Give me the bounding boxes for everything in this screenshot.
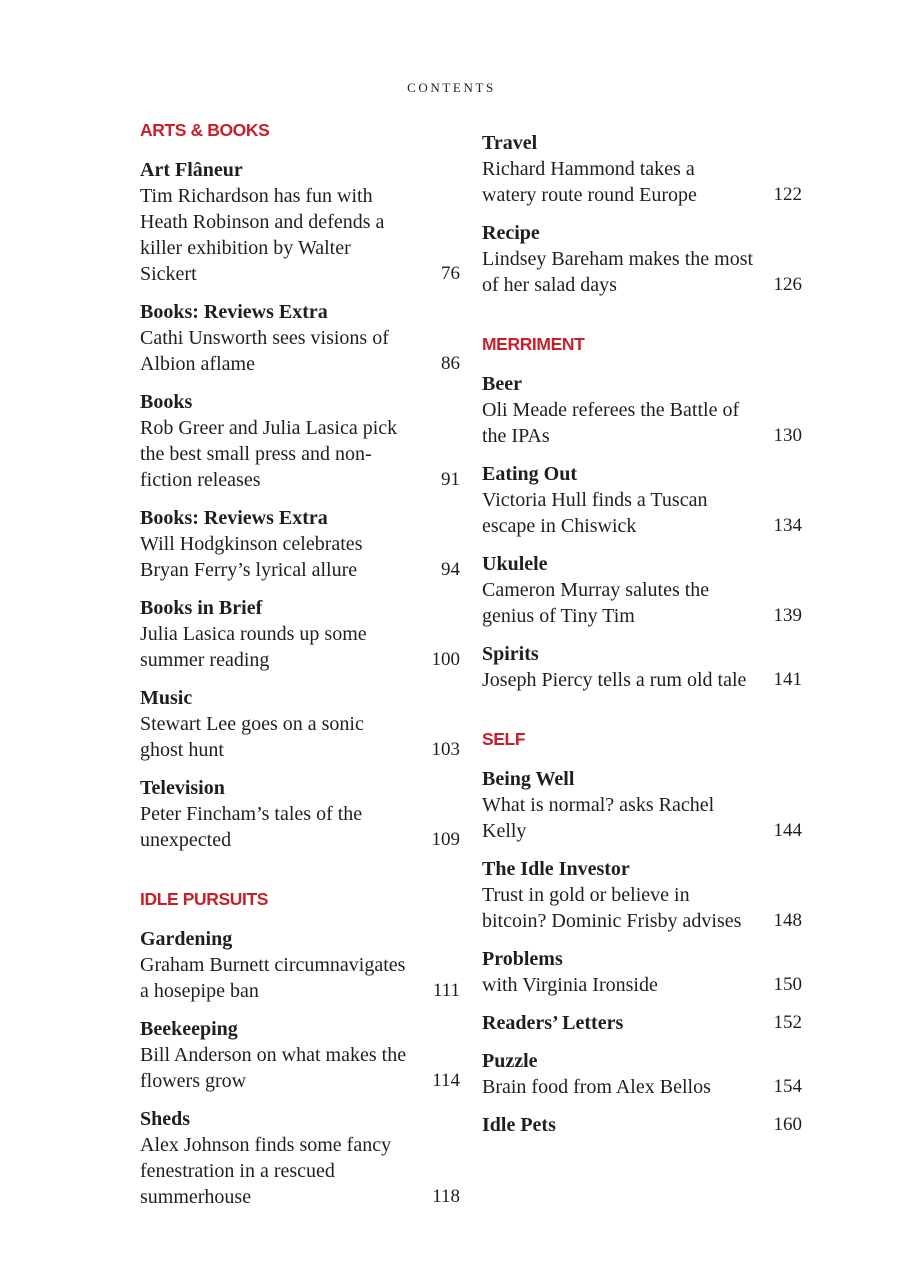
entry-page-number: 130	[773, 425, 802, 446]
toc-entry[interactable]	[140, 926, 460, 1004]
toc-entry[interactable]	[482, 371, 802, 449]
section-self	[482, 729, 802, 1138]
toc-entry[interactable]	[482, 551, 802, 629]
entry-page-number: 154	[773, 1076, 802, 1097]
entry-title: Books	[140, 391, 193, 413]
entry-page-number: 86	[441, 353, 460, 374]
entry-page-number: 148	[773, 910, 802, 931]
toc-entry[interactable]	[482, 1048, 802, 1100]
entry-page-number: 109	[431, 829, 460, 850]
entry-description: Cathi Unsworth sees visions of Albion aflame	[140, 327, 389, 375]
entry-description: Lindsey Bareham makes the most of her salad days	[482, 248, 754, 296]
entry-description: Will Hodgkinson celebrates Bryan Ferry’s lyrical allure	[140, 533, 363, 581]
entry-title: Idle Pets	[482, 1114, 556, 1136]
entry-title: The Idle Investor	[482, 858, 630, 880]
entry-description: Brain food from Alex Bellos	[482, 1076, 711, 1098]
toc-entry[interactable]	[140, 1016, 460, 1094]
section-idle-pursuits	[140, 889, 460, 1210]
entry-page-number: 144	[773, 820, 802, 841]
entry-page-number: 139	[773, 605, 802, 626]
toc-entry[interactable]	[482, 130, 802, 208]
right-column	[482, 130, 802, 1174]
entry-page-number: 91	[441, 469, 460, 490]
entry-page-number: 111	[432, 980, 460, 1001]
entry-description: Richard Hammond takes a watery route round Europe	[482, 158, 697, 206]
entry-description: Bill Anderson on what makes the flowers grow	[140, 1044, 407, 1092]
toc-entry[interactable]	[140, 157, 460, 287]
entry-title: Television	[140, 777, 225, 799]
entry-title: Being Well	[482, 768, 575, 790]
entry-title: Readers’ Letters	[482, 1012, 624, 1034]
entry-title: Books: Reviews Extra	[140, 301, 328, 323]
toc-entry[interactable]	[482, 766, 802, 844]
entry-title: Ukulele	[482, 553, 548, 575]
section-heading: ARTS & BOOKS	[140, 120, 270, 140]
toc-entry[interactable]	[140, 299, 460, 377]
entry-page-number: 114	[432, 1070, 460, 1091]
toc-entry[interactable]	[482, 1112, 802, 1138]
entry-title: Puzzle	[482, 1050, 538, 1072]
entry-title: Travel	[482, 132, 538, 154]
entry-description: Peter Fincham’s tales of the unexpected	[140, 803, 363, 851]
entry-title: Gardening	[140, 928, 233, 950]
entry-page-number: 118	[432, 1186, 460, 1207]
entry-title: Books: Reviews Extra	[140, 507, 328, 529]
entry-title: Eating Out	[482, 463, 578, 485]
left-column	[140, 120, 460, 1246]
entry-page-number: 100	[431, 649, 460, 670]
entry-description: Tim Richardson has fun with Heath Robinson and defends a killer exhibition by Walter Sickert	[140, 185, 385, 285]
section-heading: SELF	[482, 729, 526, 749]
entry-title: Spirits	[482, 643, 539, 665]
entry-page-number: 134	[773, 515, 802, 536]
entry-title: Problems	[482, 948, 563, 970]
toc-entry[interactable]	[482, 461, 802, 539]
page-title: CONTENTS	[407, 80, 496, 95]
entry-description: What is normal? asks Rachel Kelly	[482, 794, 715, 842]
entry-title: Music	[140, 687, 193, 709]
toc-entry[interactable]	[140, 775, 460, 853]
toc-entry[interactable]	[140, 505, 460, 583]
entry-description: Alex Johnson finds some fancy fenestration in a rescued summerhouse	[140, 1134, 392, 1208]
entry-description: Joseph Piercy tells a rum old tale	[482, 669, 747, 691]
toc-entry[interactable]	[482, 856, 802, 934]
entry-description: Cameron Murray salutes the genius of Tiny Tim	[482, 579, 710, 627]
entry-title: Recipe	[482, 222, 540, 244]
toc-entry[interactable]	[140, 1106, 460, 1210]
section-merriment	[482, 334, 802, 693]
entry-title: Books in Brief	[140, 597, 263, 619]
entry-title: Art Flâneur	[140, 159, 243, 181]
section-heading: MERRIMENT	[482, 334, 585, 354]
entry-page-number: 122	[773, 184, 802, 205]
section-arts-books	[140, 120, 460, 853]
entry-page-number: 94	[441, 559, 460, 580]
entry-title: Sheds	[140, 1108, 191, 1130]
entry-page-number: 126	[773, 274, 802, 295]
entry-page-number: 141	[773, 669, 802, 690]
entry-description: with Virginia Ironside	[482, 974, 658, 996]
section-continued	[482, 130, 802, 298]
entry-description: Oli Meade referees the Battle of the IPAs	[482, 399, 740, 447]
toc-entry[interactable]	[482, 220, 802, 298]
entry-description: Rob Greer and Julia Lasica pick the best small press and non-fiction releases	[140, 417, 398, 491]
entry-page-number: 103	[431, 739, 460, 760]
toc-entry[interactable]	[482, 1010, 802, 1036]
entry-page-number: 150	[773, 974, 802, 995]
entry-description: Stewart Lee goes on a sonic ghost hunt	[140, 713, 364, 761]
entry-page-number: 152	[773, 1012, 802, 1033]
entry-description: Julia Lasica rounds up some summer reading	[140, 623, 367, 671]
entry-description: Trust in gold or believe in bitcoin? Dominic Frisby advises	[482, 884, 742, 932]
toc-entry[interactable]	[482, 946, 802, 998]
section-heading: IDLE PURSUITS	[140, 889, 269, 909]
toc-entry[interactable]	[140, 595, 460, 673]
entry-page-number: 76	[441, 263, 460, 284]
entry-title: Beekeeping	[140, 1018, 238, 1040]
entry-page-number: 160	[773, 1114, 802, 1135]
entry-title: Beer	[482, 373, 522, 395]
toc-entry[interactable]	[482, 641, 802, 693]
entry-description: Victoria Hull finds a Tuscan escape in Chiswick	[482, 489, 708, 537]
toc-entry[interactable]	[140, 685, 460, 763]
entry-description: Graham Burnett circumnavigates a hosepipe ban	[140, 954, 406, 1002]
toc-entry[interactable]	[140, 389, 460, 493]
